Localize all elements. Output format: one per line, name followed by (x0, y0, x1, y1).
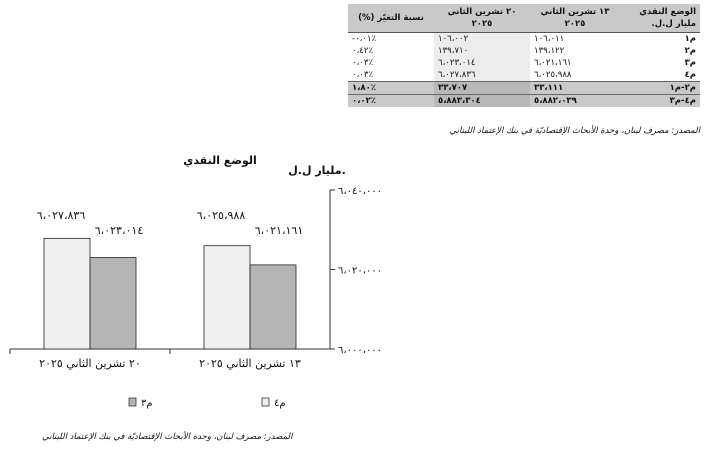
bars-group (44, 238, 296, 349)
value-nov13: ١٣٩،١٢٢ (534, 46, 565, 56)
table-header: ١٣ تشرين الثاني ٢٠٢٥ (530, 4, 620, 33)
bar-m3 (90, 258, 136, 349)
table-header: الوضع النقدي مليار ل.ل. (620, 4, 700, 33)
data-label: ٦،٠٢١،١٦١ (254, 224, 304, 237)
value-nov20: ٥،٨٨٣،٣٠٤ (434, 95, 530, 108)
table-summary-row (348, 95, 700, 108)
table-summary-row (348, 82, 700, 95)
legend-label-m4: م٤ (274, 398, 286, 409)
chart-title: الوضع النقدي (183, 154, 257, 167)
data-label: ٦،٠٢٣،٠١٤ (94, 224, 144, 237)
y-tick-label: ٦،٠٢٠،٠٠٠ (338, 265, 383, 277)
data-label: ٦،٠٢٧،٨٣٦ (36, 209, 86, 222)
table-header: ٢٠ تشرين الثاني ٢٠٢٥ (434, 4, 530, 33)
monetary-chart (0, 140, 705, 451)
value-nov13: ٣٣،١١١ (530, 82, 620, 95)
value-change-pct: ١،٨٠٪ (348, 82, 434, 95)
table-source-note: المصدر: مصرف لبنان، وحدة الأبحاث الإقتصاديّة في بنك الإعتماد اللبناني (449, 126, 700, 136)
bar-m4 (44, 238, 90, 349)
value-nov13: ٦،٠٢٥،٩٨٨ (534, 70, 572, 80)
category-label: ٢٠ تشرين الثاني ٢٠٢٥ (39, 357, 141, 370)
value-nov20: ١٣٩،٧١٠ (434, 45, 530, 57)
y-tick-label: ٦،٠٤٠،٠٠٠ (338, 186, 383, 197)
legend-label-m3: م٣ (141, 398, 153, 409)
chart-source-note: المصدر: مصرف لبنان، وحدة الأبحاث الإقتصاديّة في بنك الإعتماد اللبناني (42, 432, 293, 442)
row-label: م٤-م٣ (620, 95, 700, 108)
value-nov13: ٥،٨٨٢،٠٣٩ (530, 95, 620, 108)
legend-swatch-m3 (129, 398, 136, 406)
value-nov20: ٣٣،٧٠٧ (434, 82, 530, 95)
bar-m3 (250, 265, 296, 349)
value-nov20: ٦،٠٢٧،٨٣٦ (434, 69, 530, 82)
value-nov20: ٦،٠٢٣،٠١٤ (434, 57, 530, 69)
row-label: م١ (684, 34, 696, 44)
table-row (348, 33, 700, 46)
value-nov20: ١٠٦،٠٠٢ (434, 33, 530, 46)
category-label: ١٣ تشرين الثاني ٢٠٢٥ (199, 357, 301, 370)
value-change-pct: ٠،٠٣٪ (352, 58, 374, 68)
unit-label: مليار ل.ل. (288, 164, 346, 177)
value-nov13: ١٠٦،٠١١ (534, 34, 565, 44)
value-change-pct: -٠،٠١٪ (352, 34, 377, 44)
monetary-table (348, 4, 700, 107)
table-row (348, 45, 700, 57)
data-label: ٦،٠٢٥،٩٨٨ (196, 209, 246, 222)
table-row (348, 69, 700, 82)
bar-m4 (204, 246, 250, 349)
table-header-row (348, 4, 700, 33)
value-change-pct: ٠،٤٢٪ (352, 46, 374, 56)
legend-swatch-m4 (262, 398, 269, 406)
row-label: م٣ (684, 58, 696, 68)
row-label: م٢-م١ (620, 82, 700, 95)
table-header: نسبة التغيّر (%) (348, 4, 434, 33)
row-label: م٢ (684, 46, 696, 56)
row-label: م٤ (684, 70, 696, 80)
value-change-pct: ٠،٠٣٪ (352, 70, 374, 80)
legend (129, 398, 286, 409)
value-nov13: ٦،٠٢١،١٦١ (534, 58, 572, 68)
table-row (348, 57, 700, 69)
y-tick-label: ٦،٠٠٠،٠٠٠ (338, 345, 383, 356)
value-change-pct: ٠،٠٢٪ (348, 95, 434, 108)
monetary-table-container (348, 4, 700, 107)
